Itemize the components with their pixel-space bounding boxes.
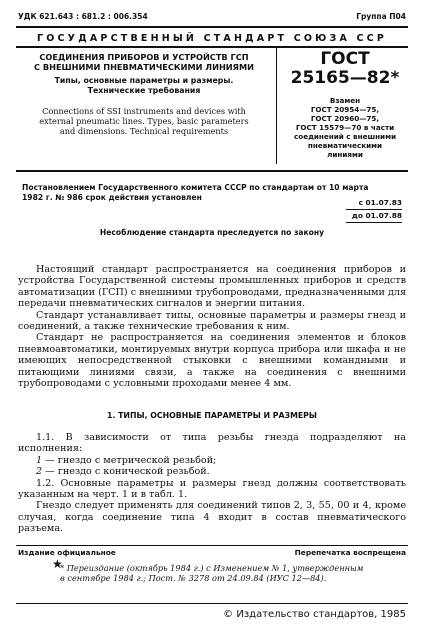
section-text bbox=[18, 432, 406, 535]
gost-number: 25165—82* bbox=[290, 68, 400, 88]
star-icon: ★ bbox=[52, 557, 63, 571]
section-title: 1. ТИПЫ, ОСНОВНЫЕ ПАРАМЕТРЫ И РАЗМЕРЫ bbox=[107, 411, 317, 420]
section-paragraph: 1.2. Основные параметры и размеры гнезд должны соответствовать указанным на черт. 1 и в табл. 1. bbox=[18, 477, 406, 501]
legal-notice: Несоблюдение стандарта преследуется по закону bbox=[99, 228, 325, 237]
body-text bbox=[18, 264, 406, 389]
body-paragraph: Стандарт устанавливает типы, основные параметры и размеры гнезд и соединений, а также технические требования к ним. bbox=[18, 309, 406, 333]
footer-rule bbox=[16, 545, 408, 546]
list-item-number: 1 bbox=[36, 454, 43, 466]
title-subtitle bbox=[16, 76, 272, 96]
list-item bbox=[18, 455, 406, 466]
title-english bbox=[16, 106, 272, 136]
decree-line: Постановлением Государственного комитета СССР по стандартам от 10 марта bbox=[22, 183, 369, 192]
replaces-block bbox=[283, 96, 407, 159]
title-en-line: and dimensions. Technical requirements bbox=[59, 126, 229, 136]
group-label: Группа П04 bbox=[356, 12, 406, 21]
replaces-line: пневматическими bbox=[307, 141, 383, 150]
footnote bbox=[60, 563, 390, 583]
body-paragraph: Стандарт не распространяется на соединения элементов и блоков пневмоавтоматики, монтируемых внутри корпуса прибора или шкафа и не имеющих непосредственной стыковки с внешними командными и питающими линиями связи, а также на соединения с внешними трубопроводами с условными проходами менее 4 мм. bbox=[18, 332, 406, 390]
reprint-prohibited-label: Перепечатка воспрещена bbox=[294, 548, 406, 557]
title-en-line: external pneumatic lines. Types, basic parameters bbox=[39, 116, 249, 126]
gost-label: ГОСТ bbox=[320, 49, 370, 69]
title-vertical-rule bbox=[276, 48, 277, 164]
body-paragraph: Настоящий стандарт распространяется на соединения приборов и устройства Государственной системы промышленных приборов и средств автоматизации (ГСП) с внешними трубопроводами, предназначенными для передачи пневматических сигналов и энергии питания. bbox=[18, 264, 406, 310]
replaces-label: Взамен bbox=[329, 96, 361, 105]
replaces-line: ГОСТ 20960—75, bbox=[310, 114, 380, 123]
title-sub-line: Типы, основные параметры и размеры. bbox=[54, 76, 234, 85]
copyright-notice: © Издательство стандартов, 1985 bbox=[223, 609, 406, 620]
list-item-number: 2 bbox=[36, 466, 43, 478]
list-item bbox=[18, 466, 406, 477]
title-main-line: СОЕДИНЕНИЯ ПРИБОРОВ И УСТРОЙСТВ ГСП bbox=[39, 52, 249, 62]
title-block bbox=[16, 52, 272, 136]
replaces-line: ГОСТ 15579—70 в части bbox=[295, 123, 395, 132]
title-sub-line: Технические требования bbox=[87, 86, 201, 95]
title-en-line: Connections of SSI instruments and devices with bbox=[42, 106, 246, 116]
section-paragraph: 1.1. В зависимости от типа резьбы гнезда подразделяют на исполнения: bbox=[18, 432, 406, 455]
footnote-line: * Переиздание (октябрь 1984 г.) с Изменением № 1, утвержденным bbox=[60, 563, 364, 573]
validity-dates bbox=[346, 197, 402, 223]
replaces-line: соединений с внешними bbox=[294, 132, 396, 141]
gost-block bbox=[283, 50, 407, 159]
list-item-text: — гнездо с метрической резьбой; bbox=[42, 454, 217, 466]
title-bottom-rule bbox=[16, 170, 408, 172]
standard-title: ГОСУДАРСТВЕННЫЙ СТАНДАРТ СОЮЗА ССР bbox=[36, 33, 388, 44]
official-edition-label: Издание официальное bbox=[18, 548, 116, 557]
list-item-text: — гнездо с конической резьбой. bbox=[42, 466, 210, 478]
date-from: с 01.07.83 bbox=[346, 197, 402, 210]
title-main bbox=[16, 52, 272, 72]
date-to: до 01.07.88 bbox=[346, 210, 402, 223]
replaces-line: линиями bbox=[327, 150, 363, 159]
copyright-rule bbox=[16, 603, 408, 604]
replaces-line: ГОСТ 20954—75, bbox=[310, 105, 380, 114]
decree-line: 1982 г. № 986 срок действия установлен bbox=[22, 193, 202, 202]
section-paragraph: Гнездо следует применять для соединений типов 2, 3, 55, 00 и 4, кроме случая, когда соединение типа 4 входит в состав пневматического разъема. bbox=[18, 500, 406, 535]
header-top-rule bbox=[16, 26, 408, 28]
header-bottom-rule bbox=[16, 46, 408, 48]
udk-code: УДК 621.643 : 681.2 : 006.354 bbox=[18, 12, 148, 21]
footnote-line: в сентябре 1984 г.; Пост. № 3278 от 24.09.84 (ИУС 12—84). bbox=[60, 573, 327, 583]
title-main-line: С ВНЕШНИМИ ПНЕВМАТИЧЕСКИМИ ЛИНИЯМИ bbox=[34, 62, 254, 72]
